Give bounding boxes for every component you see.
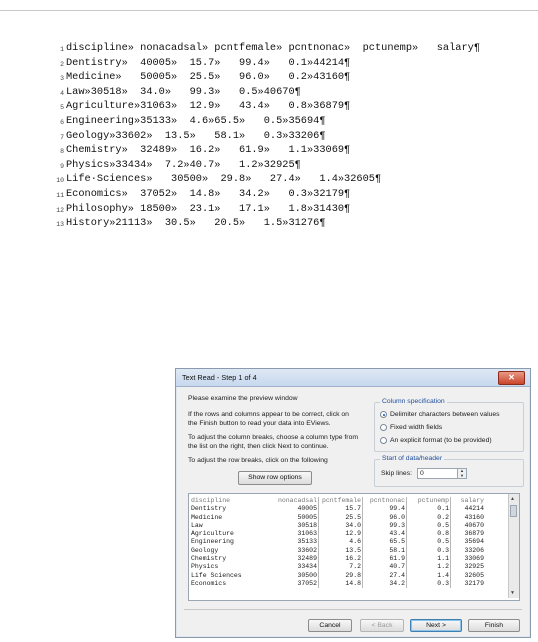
preview-row bbox=[191, 530, 485, 538]
line-number: 7 bbox=[60, 133, 64, 141]
preview-cell: Geology bbox=[191, 546, 219, 554]
line-text: Dentistry» 40005» 15.7» 99.4» 0.1»44214¶ bbox=[66, 56, 351, 69]
close-button[interactable] bbox=[498, 371, 525, 385]
preview-cell: 14.8 bbox=[319, 580, 363, 588]
preview-cell: 1.1 bbox=[407, 555, 451, 563]
document-line bbox=[50, 144, 480, 159]
preview-cell: 4.6 bbox=[319, 538, 363, 546]
text-read-dialog bbox=[175, 368, 531, 638]
preview-header-cell: salary bbox=[460, 497, 484, 504]
radio-unselected-icon bbox=[380, 437, 387, 444]
document-line bbox=[50, 203, 480, 218]
scroll-down-icon[interactable]: ▼ bbox=[511, 590, 515, 596]
back-button[interactable]: < Back bbox=[360, 619, 404, 632]
preview-cell: 43.4 bbox=[363, 530, 407, 538]
preview-cell: Dentistry bbox=[191, 505, 227, 513]
preview-cell: 33602 bbox=[273, 547, 319, 555]
line-number: 1 bbox=[60, 46, 64, 53]
line-text: Life·Sciences» 30500» 29.8» 27.4» 1.4»32605¶ bbox=[66, 173, 382, 186]
preview-cell: 40005 bbox=[273, 505, 319, 513]
top-divider bbox=[0, 10, 538, 11]
preview-cell: Physics bbox=[191, 563, 219, 571]
line-text: Economics» 37052» 14.8» 34.2» 0.3»32179¶ bbox=[66, 187, 351, 200]
preview-cell: 16.2 bbox=[319, 555, 363, 563]
skip-lines-value: 0 bbox=[420, 470, 424, 477]
preview-cell: Life Sciences bbox=[191, 571, 242, 579]
skip-lines-spinner[interactable] bbox=[417, 468, 467, 479]
scroll-up-icon[interactable]: ▲ bbox=[511, 496, 515, 502]
spinner-arrows-icon[interactable]: ▲ ▼ bbox=[457, 469, 466, 478]
document-line bbox=[50, 86, 480, 101]
finish-button[interactable]: Finish bbox=[468, 619, 520, 632]
preview-cell: 29.8 bbox=[319, 572, 363, 580]
line-text: Law»30518» 34.0» 99.3» 0.5»40670¶ bbox=[66, 85, 301, 98]
radio-fixed-width[interactable] bbox=[380, 424, 442, 431]
line-number: 12 bbox=[56, 206, 64, 214]
preview-cell: 31063 bbox=[273, 530, 319, 538]
preview-cell: 1.2 bbox=[407, 563, 451, 571]
line-number: 8 bbox=[60, 148, 64, 156]
preview-cell: 65.5 bbox=[363, 538, 407, 546]
show-row-options-button[interactable]: Show row options bbox=[238, 471, 312, 485]
instruction-text-2a: If the rows and columns appear to be correct, click on bbox=[188, 411, 349, 418]
preview-header-cell: discipline bbox=[191, 497, 231, 504]
preview-cell: 33434 bbox=[273, 563, 319, 571]
preview-table bbox=[191, 497, 485, 588]
preview-cell: 96.0 bbox=[363, 514, 407, 522]
skip-lines-label: Skip lines: bbox=[381, 470, 412, 477]
preview-cell: 34.2 bbox=[363, 580, 407, 588]
next-button[interactable]: Next > bbox=[410, 619, 462, 632]
document-line bbox=[50, 100, 480, 115]
preview-header-cell: nonacadsal bbox=[273, 497, 319, 505]
line-number: 9 bbox=[60, 162, 64, 170]
line-number: 6 bbox=[60, 118, 64, 126]
start-header-legend: Start of data/header bbox=[382, 455, 443, 462]
line-number: 11 bbox=[56, 191, 64, 199]
preview-cell: 13.5 bbox=[319, 547, 363, 555]
instruction-text-3a: To adjust the column breaks, choose a column type from bbox=[188, 434, 359, 441]
preview-cell: 44214 bbox=[464, 505, 484, 513]
preview-cell: 0.1 bbox=[407, 505, 451, 513]
radio-fixed-width-label: Fixed width fields bbox=[390, 424, 443, 431]
preview-header-cell: pcntfemale bbox=[319, 497, 363, 505]
instruction-text-2b: the Finish button to read your data into EViews. bbox=[188, 420, 331, 427]
scroll-thumb[interactable] bbox=[510, 505, 517, 517]
preview-cell: 0.5 bbox=[407, 522, 451, 530]
preview-cell: 99.3 bbox=[363, 522, 407, 530]
preview-cell: 12.9 bbox=[319, 530, 363, 538]
preview-cell: 25.5 bbox=[319, 514, 363, 522]
preview-cell: 58.1 bbox=[363, 547, 407, 555]
radio-explicit-format-label: An explicit format (to be provided) bbox=[390, 437, 492, 444]
preview-cell: 35694 bbox=[464, 538, 484, 546]
line-text: Agriculture»31063» 12.9» 43.4» 0.8»36879¶ bbox=[66, 100, 351, 113]
preview-cell: 32489 bbox=[273, 555, 319, 563]
radio-delimiter-label: Delimiter characters between values bbox=[390, 411, 500, 418]
preview-cell: 61.9 bbox=[363, 555, 407, 563]
preview-cell: 32925 bbox=[464, 563, 484, 571]
preview-cell: 0.3 bbox=[407, 580, 451, 588]
preview-cell: 15.7 bbox=[319, 505, 363, 513]
document-line bbox=[50, 159, 480, 174]
close-icon: ✕ bbox=[508, 373, 515, 382]
preview-row bbox=[191, 572, 485, 580]
instruction-text-1: Please examine the preview window bbox=[188, 395, 298, 402]
radio-selected-icon bbox=[380, 411, 387, 418]
preview-cell: 36879 bbox=[464, 530, 484, 538]
instruction-text-3b: the list on the right, then click Next to continue. bbox=[188, 443, 329, 450]
preview-cell: 0.2 bbox=[407, 514, 451, 522]
preview-cell: 0.3 bbox=[407, 547, 451, 555]
line-text: History»21113» 30.5» 20.5» 1.5»31276¶ bbox=[66, 217, 326, 230]
preview-header-cell: pctunemp bbox=[407, 497, 451, 505]
preview-cell: 30500 bbox=[273, 572, 319, 580]
preview-cell: 37052 bbox=[273, 580, 319, 588]
line-number: 2 bbox=[60, 60, 64, 68]
preview-cell: 32179 bbox=[464, 579, 484, 587]
line-number: 4 bbox=[60, 89, 64, 97]
preview-row bbox=[191, 555, 485, 563]
line-text: Engineering»35133» 4.6»65.5» 0.5»35694¶ bbox=[66, 114, 326, 127]
button-separator bbox=[184, 609, 522, 610]
instruction-text-4: To adjust the row breaks, click on the following bbox=[188, 457, 328, 464]
dialog-title: Text Read - Step 1 of 4 bbox=[182, 373, 257, 382]
document-text bbox=[50, 42, 480, 232]
document-line bbox=[50, 130, 480, 145]
preview-cell: 1.4 bbox=[407, 572, 451, 580]
preview-cell: 33206 bbox=[464, 546, 484, 554]
document-line bbox=[50, 188, 480, 203]
column-spec-legend: Column specification bbox=[382, 398, 445, 405]
line-text: Medicine» 50005» 25.5» 96.0» 0.2»43160¶ bbox=[66, 71, 351, 84]
preview-cell: 50005 bbox=[273, 514, 319, 522]
line-text: Geology»33602» 13.5» 58.1» 0.3»33206¶ bbox=[66, 129, 326, 142]
line-number: 3 bbox=[60, 75, 64, 83]
preview-cell: Law bbox=[191, 521, 203, 529]
preview-scrollbar[interactable] bbox=[508, 494, 519, 598]
preview-cell: 30518 bbox=[273, 522, 319, 530]
preview-cell: Engineering bbox=[191, 538, 234, 546]
preview-row bbox=[191, 514, 485, 522]
line-number: 10 bbox=[56, 177, 64, 185]
preview-cell: Agriculture bbox=[191, 530, 234, 538]
start-header-group bbox=[374, 455, 524, 487]
cancel-button[interactable]: Cancel bbox=[308, 619, 352, 632]
preview-cell: 40.7 bbox=[363, 563, 407, 571]
preview-cell: 99.4 bbox=[363, 505, 407, 513]
line-text: Chemistry» 32489» 16.2» 61.9» 1.1»33069¶ bbox=[66, 144, 351, 157]
document-line bbox=[50, 173, 480, 188]
preview-row bbox=[191, 563, 485, 571]
radio-delimiter[interactable] bbox=[380, 411, 500, 418]
document-line bbox=[50, 217, 480, 232]
column-spec-group bbox=[374, 398, 524, 452]
document-line bbox=[50, 57, 480, 72]
radio-unselected-icon bbox=[380, 424, 387, 431]
preview-row bbox=[191, 538, 485, 546]
preview-cell: Chemistry bbox=[191, 555, 227, 563]
line-number: 13 bbox=[56, 221, 64, 229]
preview-row bbox=[191, 505, 485, 513]
document-line bbox=[50, 42, 480, 57]
preview-row bbox=[191, 522, 485, 530]
preview-header-cell: pcntnonac bbox=[363, 497, 407, 505]
preview-cell: 40670 bbox=[464, 521, 484, 529]
preview-cell: 27.4 bbox=[363, 572, 407, 580]
preview-cell: 33069 bbox=[464, 555, 484, 563]
preview-cell: 35133 bbox=[273, 538, 319, 546]
preview-cell: 7.2 bbox=[319, 563, 363, 571]
preview-cell: 0.8 bbox=[407, 530, 451, 538]
preview-window[interactable] bbox=[188, 493, 520, 601]
line-number: 5 bbox=[60, 104, 64, 112]
document-line bbox=[50, 71, 480, 86]
line-text: Philosophy» 18500» 23.1» 17.1» 1.8»31430¶ bbox=[66, 202, 351, 215]
line-text: discipline» nonacadsal» pcntfemale» pcntnonac» pctunemp» salary¶ bbox=[66, 42, 481, 54]
line-text: Physics»33434» 7.2»40.7» 1.2»32925¶ bbox=[66, 158, 301, 171]
preview-cell: 34.0 bbox=[319, 522, 363, 530]
preview-header-row bbox=[191, 497, 485, 505]
document-line bbox=[50, 115, 480, 130]
dialog-titlebar bbox=[176, 369, 530, 387]
preview-cell: 0.5 bbox=[407, 538, 451, 546]
preview-row bbox=[191, 547, 485, 555]
preview-row bbox=[191, 580, 485, 588]
preview-cell: 43160 bbox=[464, 513, 484, 521]
preview-cell: Economics bbox=[191, 579, 227, 587]
preview-cell: 32605 bbox=[464, 571, 484, 579]
preview-cell: Medicine bbox=[191, 513, 223, 521]
radio-explicit-format[interactable] bbox=[380, 437, 492, 444]
